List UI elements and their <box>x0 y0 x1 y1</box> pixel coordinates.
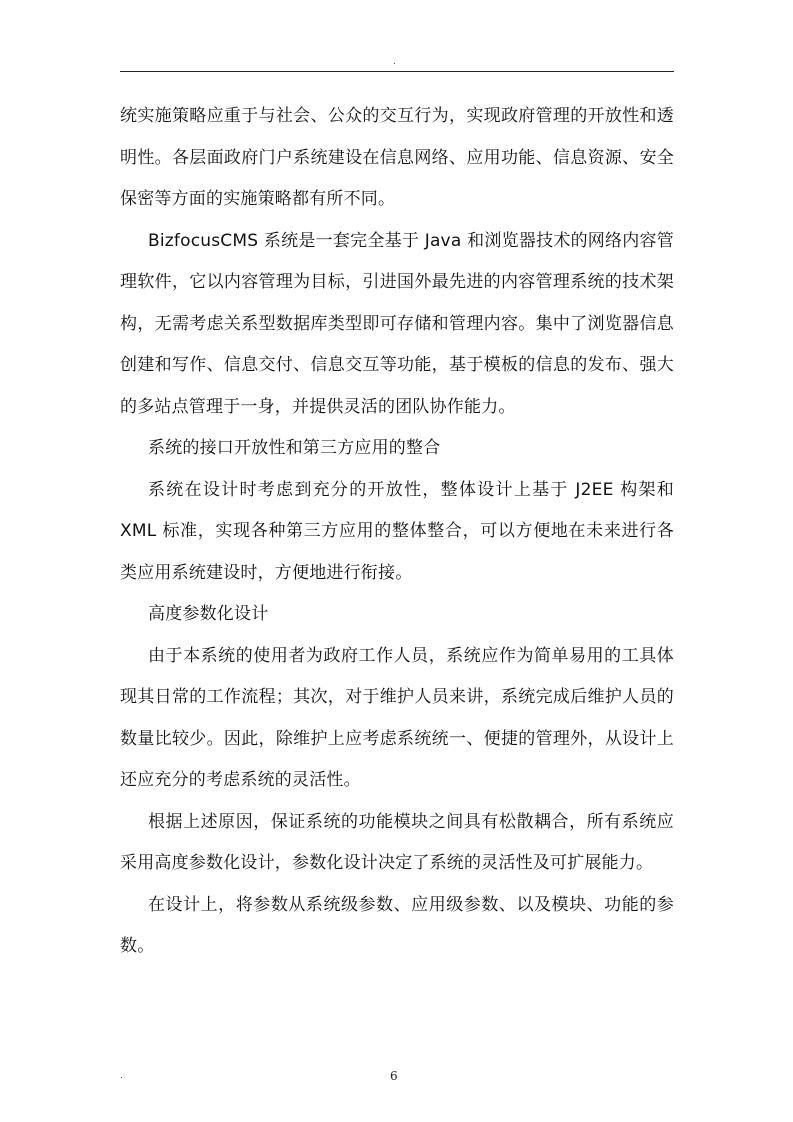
paragraph-intro-continuation: 统实施策略应重于与社会、公众的交互行为，实现政府管理的开放性和透明性。各层面政府门户系统建设在信息网络、应用功能、信息资源、安全保密等方面的实施策略都有所不同。 <box>120 106 674 209</box>
header-mark: . <box>393 57 396 67</box>
paragraph-bizfocuscms-overview: BizfocusCMS 系统是一套完全基于 Java 和浏览器技术的网络内容管理软件，它以内容管理为目标，引进国外最先进的内容管理系统的技术架构，无需考虑关系型数据库类型即可存储和管理内容。集中了浏览器信息创建和写作、信息交付、信息交互等功能，基于模板的信息的发布、强大的多站点管理于一身，并提供灵活的团队协作能力。 <box>120 230 674 417</box>
paragraph-parameter-levels: 在设计上，将参数从系统级参数、应用级参数、以及模块、功能的参数。 <box>120 894 674 956</box>
page-number: 6 <box>390 1069 398 1083</box>
paragraph-loose-coupling: 根据上述原因，保证系统的功能模块之间具有松散耦合，所有系统应采用高度参数化设计，参数化设计决定了系统的灵活性及可扩展能力。 <box>120 811 674 873</box>
header-rule <box>120 71 674 72</box>
paragraph-users: 由于本系统的使用者为政府工作人员，系统应作为简单易用的工具体现其日常的工作流程；其次，对于维护人员来讲，系统完成后维护人员的数量比较少。因此，除维护上应考虑系统统一、便捷的管理外，从设计上还应充分的考虑系统的灵活性。 <box>120 645 674 790</box>
document-body <box>120 96 674 968</box>
section-heading-parameterization: 高度参数化设计 <box>148 604 269 624</box>
footer-mark: . <box>120 1071 123 1081</box>
paragraph-openness: 系统在设计时考虑到充分的开放性，整体设计上基于 J2EE 构架和 XML 标准，实现各种第三方应用的整体整合，可以方便地在未来进行各类应用系统建设时，方便地进行衔接。 <box>120 479 674 583</box>
section-heading-openness: 系统的接口开放性和第三方应用的整合 <box>148 438 441 458</box>
